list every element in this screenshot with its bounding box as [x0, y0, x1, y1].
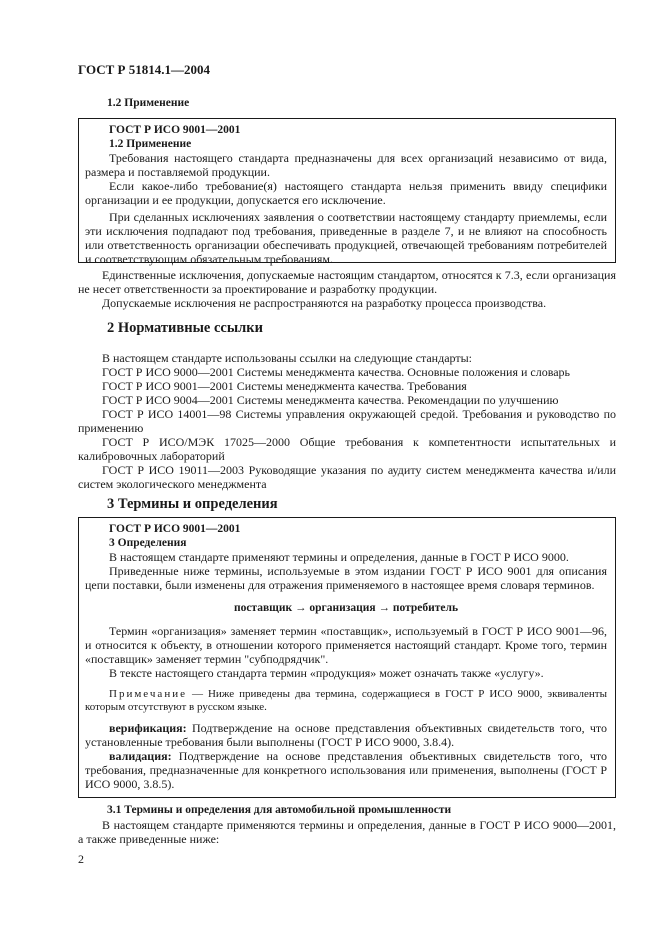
- quote-paragraph: Требования настоящего стандарта предназначены для всех организаций независимо от вида, размера и поставляемой продукции.: [85, 151, 607, 179]
- quote-box-1-2: [78, 118, 616, 266]
- reference-item: ГОСТ Р ИСО/МЭК 17025—2000 Общие требования к компетентности испытательных и калибровочных лабораторий: [78, 435, 616, 463]
- term-validation: [85, 749, 607, 791]
- quote-paragraph: Приведенные ниже термины, используемые в этом издании ГОСТ Р ИСО 9001 для описания цепи поставки, были изменены для отражения применяемого в настоящее время словаря терминов.: [85, 564, 607, 592]
- quote-paragraph: При сделанных исключениях заявления о соответствии настоящему стандарту приемлемы, если эти исключения подпадают под требования, приведенные в разделе 7, и не влияют на способность или ответственность организации обеспечивать продукцией, отвечающей требованиям потребителей и соответствующим обязательным требованиям.: [85, 210, 607, 266]
- note-label: Примечание: [109, 688, 187, 700]
- term-verification: [85, 721, 607, 749]
- quote-paragraph: В настоящем стандарте применяют термины и определения, данные в ГОСТ Р ИСО 9000.: [109, 550, 569, 564]
- paragraph: В настоящем стандарте использованы ссылки на следующие стандарты:: [102, 351, 473, 365]
- quote-paragraph: В тексте настоящего стандарта термин «продукция» может означать также «услугу».: [109, 666, 544, 680]
- section-3-1-heading: 3.1 Термины и определения для автомобильной промышленности: [107, 804, 452, 816]
- quote-paragraph: Если какое-либо требование(я) настоящего стандарта нельзя применить ввиду специфики организации и ее продукции, допускается его исключение.: [85, 179, 607, 207]
- quote-standard-title: ГОСТ Р ИСО 9001—2001: [109, 523, 241, 535]
- paragraph: В настоящем стандарте применяются термины и определения, данные в ГОСТ Р ИСО 9000—2001, а также приведенные ниже:: [78, 818, 616, 846]
- section-3-heading: 3 Термины и определения: [107, 496, 278, 512]
- paragraph: Допускаемые исключения не распространяются на разработку процесса производства.: [102, 296, 547, 310]
- quote-paragraph: Термин «организация» заменяет термин «поставщик», используемый в ГОСТ Р ИСО 9001—96, и относится к объекту, в отношении которого применяется настоящий стандарт. Кроме того, термин «поставщик» заменяет термин "субподрядчик".: [85, 624, 607, 666]
- page-number: 2: [78, 852, 84, 866]
- reference-item: ГОСТ Р ИСО 14001—98 Системы управления окружающей средой. Требования и руководство по применению: [78, 407, 616, 435]
- section-1-2-body: [78, 268, 616, 310]
- term-definition: Подтверждение на основе представления объективных свидетельств того, что требования, предназначенные для конкретного использования или применения, выполнены (ГОСТ Р ИСО 9000, 3.8.5).: [85, 749, 607, 791]
- quote-box-3: [78, 517, 616, 798]
- term-definition: Подтверждение на основе представления объективных свидетельств того, что установленные требования были выполнены (ГОСТ Р ИСО 9000, 3.8.4).: [85, 721, 607, 749]
- reference-item: ГОСТ Р ИСО 9004—2001 Системы менеджмента качества. Рекомендации по улучшению: [102, 393, 559, 407]
- section-3-1-body: [78, 818, 616, 846]
- reference-item: ГОСТ Р ИСО 19011—2003 Руководящие указания по аудиту систем менеджмента качества и/или систем экологического менеджмента: [78, 463, 616, 491]
- reference-item: ГОСТ Р ИСО 9001—2001 Системы менеджмента качества. Требования: [102, 379, 467, 393]
- quote-subheading: 1.2 Применение: [109, 138, 192, 150]
- section-1-2-heading: 1.2 Применение: [107, 97, 190, 109]
- quote-subheading: 3 Определения: [109, 537, 187, 549]
- term-name: верификация:: [109, 721, 187, 735]
- section-2-heading: 2 Нормативные ссылки: [107, 320, 263, 336]
- quote-standard-title: ГОСТ Р ИСО 9001—2001: [109, 124, 241, 136]
- note: [85, 688, 607, 714]
- reference-item: ГОСТ Р ИСО 9000—2001 Системы менеджмента качества. Основные положения и словарь: [102, 365, 571, 379]
- normative-references: [78, 351, 616, 491]
- document-header: ГОСТ Р 51814.1—2004: [78, 62, 210, 77]
- term-name: валидация:: [109, 749, 172, 763]
- paragraph: Единственные исключения, допускаемые настоящим стандартом, относятся к 7.3, если организация не несет ответственности за проектирование и разработку продукции.: [78, 268, 616, 296]
- note-text: — Ниже приведены два термина, содержащиеся в ГОСТ Р ИСО 9000, эквиваленты которым отсутствуют в русском языке.: [85, 688, 607, 713]
- supply-chain-diagram: поставщик → организация → потребитель: [233, 602, 459, 614]
